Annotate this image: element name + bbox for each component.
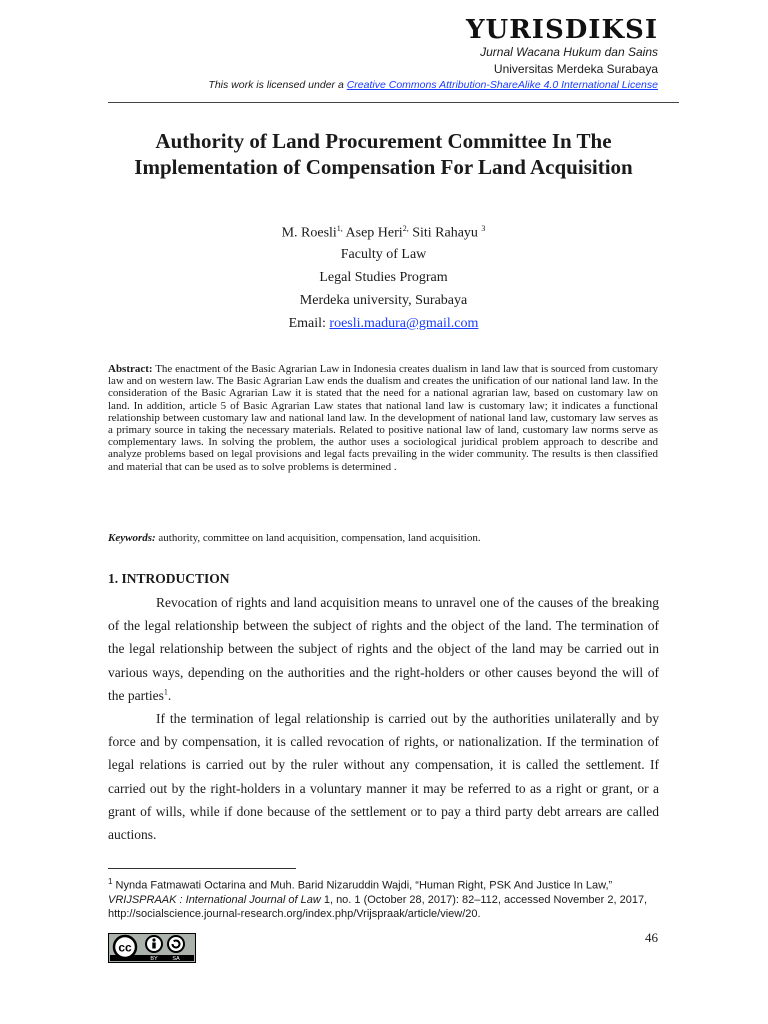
license-prefix: This work is licensed under a: [208, 79, 347, 91]
email-label: Email:: [288, 316, 330, 331]
journal-name: YURISDIKSI: [465, 15, 658, 45]
paper-title: Authority of Land Procurement Committee In The Implementation of Compensation For Land Acquisition: [134, 129, 633, 179]
footnote: [108, 875, 659, 921]
abstract: [108, 363, 658, 473]
abstract-text: The enactment of the Basic Agrarian Law in Indonesia creates dualism in land law that is sourced from customary law and on western law. The Basic Agrarian Law ends the dualism and creates the unification of our national land law. In the consideration of the Basic Agrarian Law it is stated that the need for a national agrarian law, based on customary law on land. In addition, article 5 of Basic Agrarian Law states that national land law is customary law; it indicates a functional relationship between customary law and national land law. In the development of national land law, customary law serves as a primary source in taking the necessary materials. Related to positive national law of land, customary law norms serve as complementary laws. In solving the problem, the author uses a sociological juridical problem approach to describe and analyze problems based on legal provisions and legal facts prevailing in the wider community. The results is then classified and material that can be used as to solve problems is determined .: [108, 363, 658, 473]
keywords-label: Keywords:: [108, 532, 156, 544]
footnote-number: 1: [108, 877, 113, 886]
footnote-rule: [108, 868, 296, 869]
paragraph: [108, 591, 659, 707]
abstract-label: Abstract:: [108, 363, 153, 375]
footnote-text: Nynda Fatmawati Octarina and Muh. Barid Nizaruddin Wajdi, “Human Right, PSK And Justice In Law,”: [112, 879, 613, 892]
program: Legal Studies Program: [319, 270, 448, 285]
svg-text:cc: cc: [118, 940, 132, 955]
journal-subtitle: Jurnal Wacana Hukum dan Sains: [480, 45, 658, 59]
cc-by-label: BY: [150, 956, 158, 963]
header-rule: [108, 102, 679, 103]
faculty: Faculty of Law: [340, 247, 427, 262]
keywords-text: authority, committee on land acquisition, compensation, land acquisition.: [155, 532, 481, 544]
section-heading: 1. INTRODUCTION: [108, 571, 230, 586]
authors-line: [108, 224, 659, 242]
footnote-text: 1, no. 1 (October 28, 2017): 82–112, accessed November 2, 2017, http://socialscience.journal-research.org/index.php/Vrijspraak/article/view/20.: [108, 893, 648, 920]
license-link[interactable]: Creative Commons Attribution-ShareAlike 4.0 International License: [346, 79, 658, 91]
page-number: 46: [645, 930, 658, 945]
footnote-journal: VRIJSPRAAK : International Journal of Law: [108, 893, 321, 906]
author-sup: 1,: [336, 224, 343, 233]
paragraph-text: Revocation of rights and land acquisition means to unravel one of the causes of the breaking of the legal relationship between the subject of rights and the object of the land. The termination of the legal relationship between the subject of rights and the object of the land may be carried out in various ways, depending on the authorities and the right-holders or other causes beyond the will of the parties: [108, 595, 659, 703]
paragraph-end: .: [167, 687, 172, 703]
paragraph: If the termination of legal relationship is carried out by the authorities unilaterally and by force and by compensation, it is called revocation of rights, or nationalization. If the termination of legal relations is carried out by the ruler without any compensation, it is called the settlement. If carried out by the right-holders in a voluntary manner it may be referred to as a right or grant, or a grant of wills, while if done because of the settlement or to pay a third party debt arrears are called auctions.: [108, 711, 659, 843]
author-name: Asep Heri: [345, 225, 403, 241]
author-name: M. Roesli: [281, 225, 337, 241]
affiliation-university: Merdeka university, Surabaya: [299, 293, 468, 308]
keywords: [108, 532, 658, 544]
email-link[interactable]: roesli.madura@gmail.com: [329, 316, 479, 331]
journal-university: Universitas Merdeka Surabaya: [493, 62, 658, 76]
author-sup: 3: [481, 224, 486, 233]
author-name: Siti Rahayu: [412, 225, 478, 241]
cc-by-sa-icon[interactable]: [108, 933, 196, 968]
license-line: [208, 79, 658, 91]
email-line: [108, 316, 659, 332]
cc-sa-label: SA: [172, 956, 180, 963]
author-sup: 2,: [402, 224, 409, 233]
footnote-ref[interactable]: 1: [163, 687, 168, 697]
